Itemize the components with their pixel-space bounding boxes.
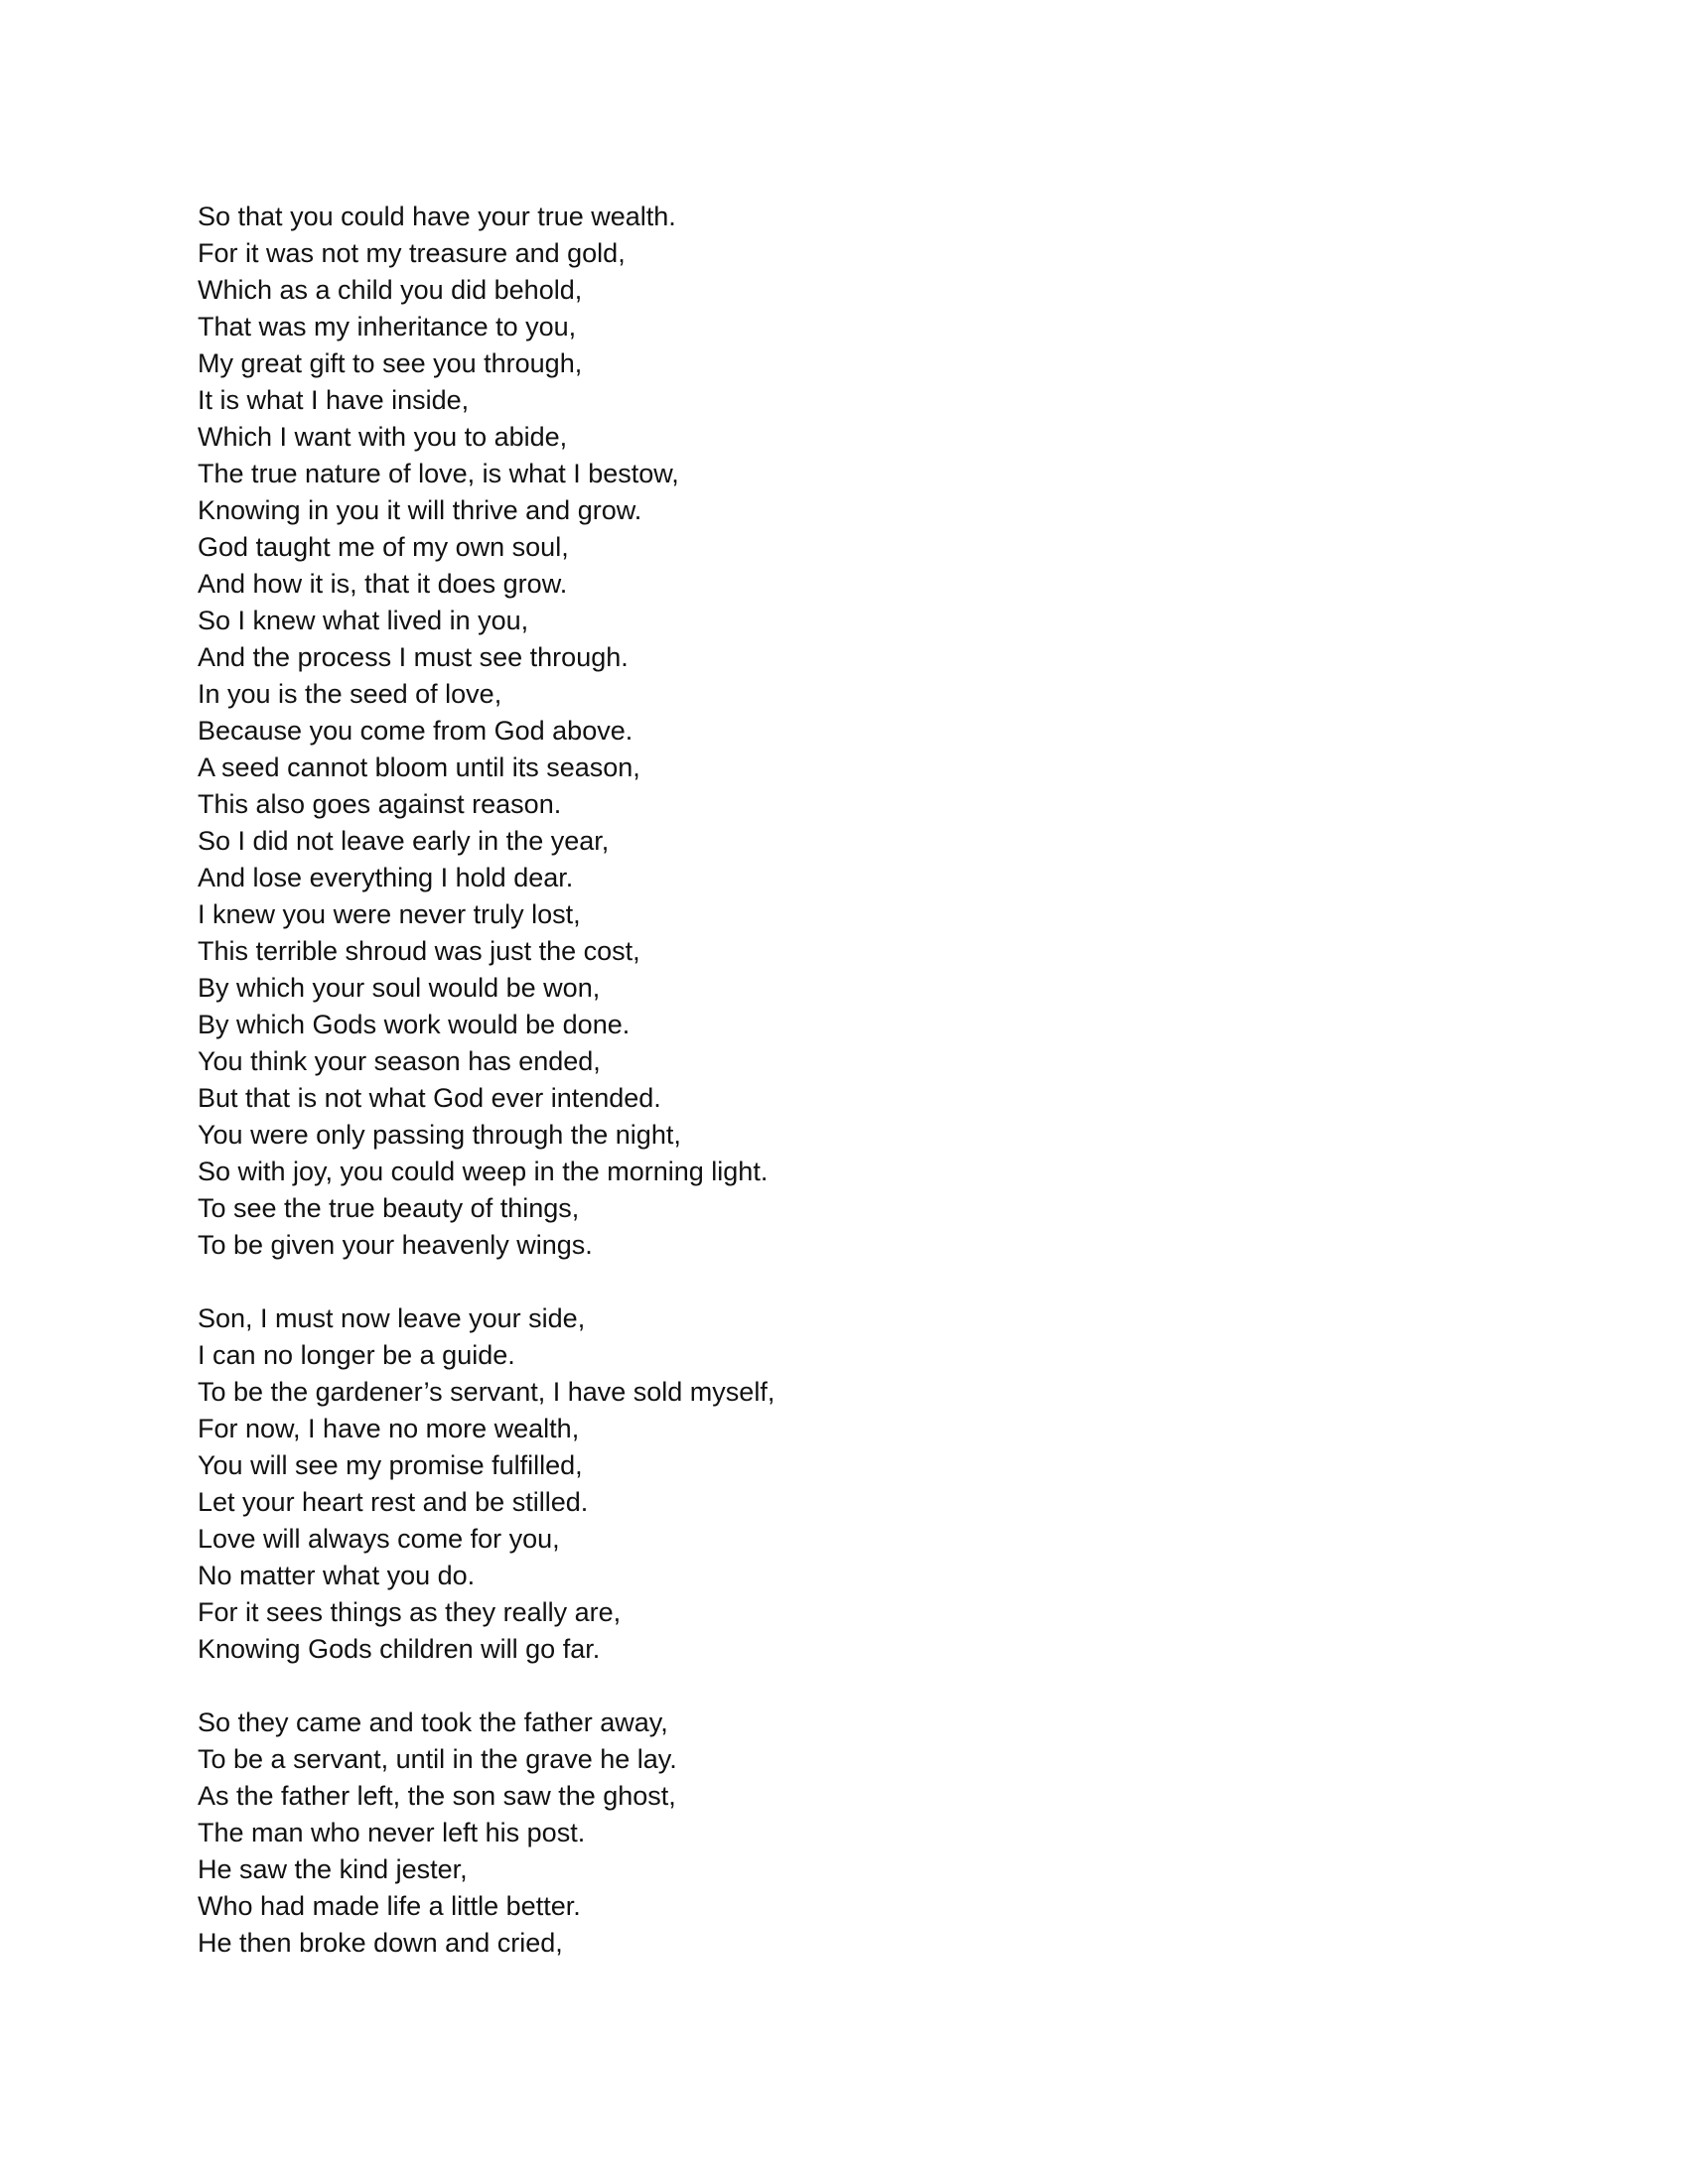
poem-line: But that is not what God ever intended. [198,1083,661,1113]
poem-line: You think your season has ended, [198,1046,601,1076]
poem-line: A seed cannot bloom until its season, [198,752,640,782]
poem-line: No matter what you do. [198,1561,476,1590]
poem-line: For it sees things as they really are, [198,1597,622,1627]
stanza [198,199,1488,1264]
poem-line: So that you could have your true wealth. [198,202,676,231]
poem-line: Knowing in you it will thrive and grow. [198,495,642,525]
poem-line: Because you come from God above. [198,716,633,746]
poem-body [198,199,1488,1998]
poem-line: I can no longer be a guide. [198,1340,515,1370]
poem-line: Let your heart rest and be stilled. [198,1487,589,1517]
poem-line: God taught me of my own soul, [198,532,569,562]
poem-line: To see the true beauty of things, [198,1193,580,1223]
poem-line: You will see my promise fulfilled, [198,1450,583,1480]
poem-line: Who had made life a little better. [198,1891,581,1921]
poem-line: And the process I must see through. [198,642,629,672]
poem-line: And how it is, that it does grow. [198,569,568,599]
poem-line: Son, I must now leave your side, [198,1303,586,1333]
poem-line: And lose everything I hold dear. [198,863,574,892]
poem-line: My great gift to see you through, [198,348,583,378]
poem-line: For it was not my treasure and gold, [198,238,626,268]
poem-line: Knowing Gods children will go far. [198,1634,601,1664]
stanza [198,1705,1488,1962]
poem-line: So with joy, you could weep in the morning light. [198,1157,769,1186]
poem-line: For now, I have no more wealth, [198,1414,580,1443]
poem-line: He then broke down and cried, [198,1928,563,1958]
poem-line: You were only passing through the night, [198,1120,681,1150]
poem-line: Which as a child you did behold, [198,275,583,305]
poem-line: To be the gardener’s servant, I have sold myself, [198,1377,775,1407]
poem-line: To be given your heavenly wings. [198,1230,593,1260]
poem-line: This terrible shroud was just the cost, [198,936,640,966]
poem-line: As the father left, the son saw the ghost, [198,1781,676,1811]
stanza [198,1300,1488,1668]
poem-line: To be a servant, until in the grave he lay. [198,1744,677,1774]
poem-line: In you is the seed of love, [198,679,502,709]
poem-line: By which Gods work would be done. [198,1010,631,1039]
poem-line: This also goes against reason. [198,789,562,819]
poem-line: Which I want with you to abide, [198,422,568,452]
poem-line: I knew you were never truly lost, [198,899,581,929]
poem-line: The true nature of love, is what I bestow, [198,459,679,488]
poem-line: He saw the kind jester, [198,1854,468,1884]
poem-line: So I knew what lived in you, [198,606,529,635]
poem-line: By which your soul would be won, [198,973,601,1003]
poem-line: So they came and took the father away, [198,1707,668,1737]
poem-line: Love will always come for you, [198,1524,560,1554]
poem-line: That was my inheritance to you, [198,312,577,341]
poem-line: So I did not leave early in the year, [198,826,610,856]
poem-line: It is what I have inside, [198,385,470,415]
poem-line: The man who never left his post. [198,1818,586,1847]
